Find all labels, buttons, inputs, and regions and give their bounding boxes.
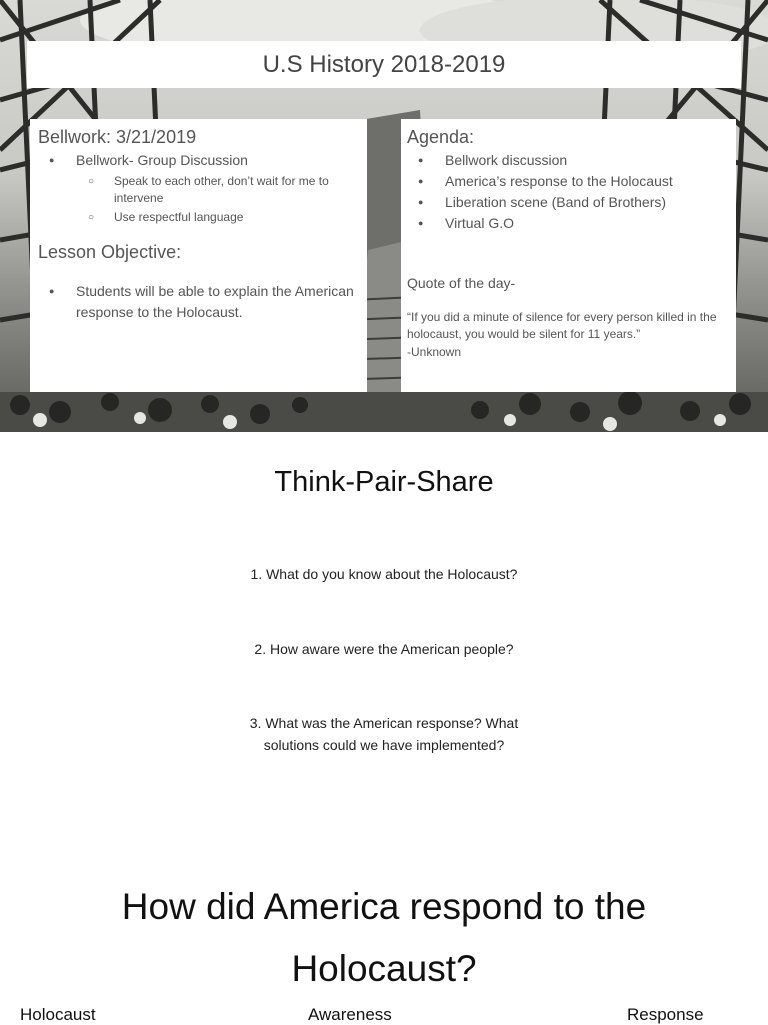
think-pair-share-title: Think-Pair-Share xyxy=(274,466,494,498)
column-header-response: Response xyxy=(627,1005,704,1024)
response-question-title: How did America respond to the Holocaust? xyxy=(121,886,647,989)
agenda-list xyxy=(407,150,728,234)
bellwork-sub-item: ○ Speak to each other, don’t wait for me to intervene xyxy=(38,173,359,207)
quote-author: -Unknown xyxy=(407,345,462,359)
agenda-heading: Agenda: xyxy=(407,127,475,147)
bellwork-item: ● Bellwork- Group Discussion xyxy=(38,150,359,171)
question-item: 1. What do you know about the Holocaust? xyxy=(250,566,518,582)
bellwork-sub-item: ○ Use respectful language xyxy=(38,209,359,226)
quote-label: Quote of the day- xyxy=(407,275,516,291)
objective-item: ● Students will be able to explain the American response to the Holocaust. xyxy=(38,281,359,323)
agenda-card xyxy=(401,119,736,392)
quote-text: “If you did a minute of silence for every person killed in the holocaust, you would be silent for 11 years.” xyxy=(407,310,717,341)
column-header-holocaust: Holocaust xyxy=(20,1005,96,1024)
bellwork-list xyxy=(38,150,359,226)
agenda-item: ● Bellwork discussion xyxy=(407,150,728,171)
title-bar xyxy=(27,41,741,88)
bellwork-card xyxy=(30,119,367,392)
objective-heading: Lesson Objective: xyxy=(38,242,182,262)
bellwork-heading: Bellwork: 3/21/2019 xyxy=(38,127,197,147)
objective-list xyxy=(38,281,359,323)
question-item: 2. How aware were the American people? xyxy=(254,641,514,657)
agenda-item: ● Liberation scene (Band of Brothers) xyxy=(407,192,728,213)
page-title: U.S History 2018-2019 xyxy=(262,50,506,78)
column-header-awareness: Awareness xyxy=(308,1005,392,1024)
agenda-item: ● America’s response to the Holocaust xyxy=(407,171,728,192)
question-item: 3. What was the American response? What solutions could we have implemented? xyxy=(249,715,519,753)
slide-1 xyxy=(0,0,768,432)
agenda-item: ● Virtual G.O xyxy=(407,213,728,234)
